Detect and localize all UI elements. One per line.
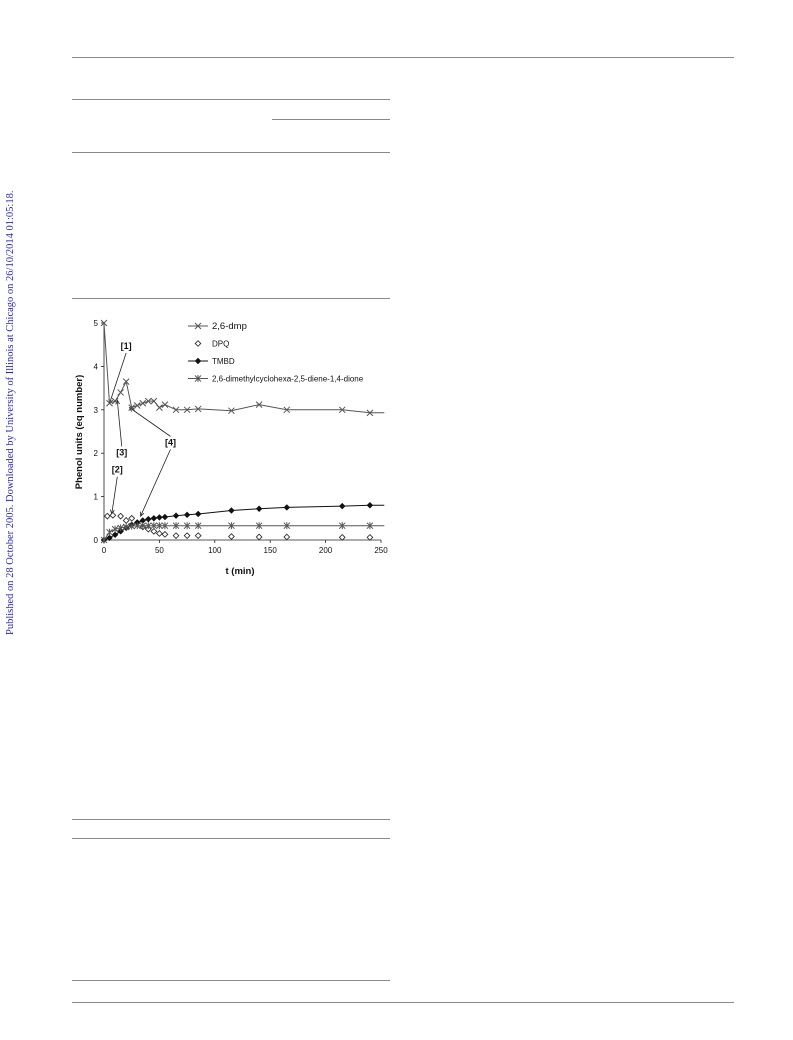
annotation	[109, 341, 132, 403]
data-point	[229, 508, 235, 514]
data-point	[156, 405, 162, 411]
data-point	[195, 533, 201, 539]
annotation-arrow	[141, 449, 171, 516]
annotation	[110, 465, 122, 514]
data-point	[118, 389, 124, 395]
x-tick-label: 50	[154, 546, 164, 555]
data-point	[146, 516, 152, 522]
x-tick-label: 150	[263, 546, 277, 555]
annotation-label: [2]	[111, 464, 123, 475]
legend-label: DPQ	[212, 339, 230, 349]
data-point	[256, 534, 262, 540]
series-group	[101, 320, 384, 416]
series-group	[105, 512, 373, 540]
data-point	[195, 511, 201, 517]
x-tick-label: 0	[101, 546, 107, 555]
table-span-rule	[272, 119, 390, 120]
annotation-arrow	[129, 408, 170, 437]
legend-marker	[195, 358, 201, 364]
data-point	[129, 516, 135, 522]
legend-label: 2,6-dmp	[212, 321, 247, 332]
data-point	[284, 534, 290, 540]
download-watermark	[5, 185, 21, 635]
data-point	[151, 516, 157, 522]
x-axis-label: t (min)	[225, 566, 255, 577]
page-top-rule	[72, 57, 734, 58]
table-top-rule	[72, 99, 390, 100]
legend-item	[188, 357, 235, 366]
data-point	[284, 505, 290, 511]
legend-marker	[195, 341, 201, 347]
lower-table-top-rule	[72, 819, 390, 820]
data-point	[162, 402, 168, 408]
data-point	[339, 535, 345, 541]
legend-item	[188, 321, 247, 332]
x-tick-label: 250	[374, 546, 388, 555]
lower-table-header-rule	[72, 838, 390, 839]
phenol-units-chart	[60, 305, 400, 590]
data-point	[339, 503, 345, 509]
data-point	[157, 531, 163, 537]
lower-table-bottom-rule	[72, 980, 390, 981]
data-point	[151, 529, 157, 535]
data-point	[112, 532, 118, 538]
page-bottom-rule	[72, 1002, 734, 1003]
data-point	[123, 518, 129, 524]
y-tick-label: 3	[93, 405, 98, 415]
annotation-label: [1]	[120, 341, 132, 352]
y-tick-label: 1	[93, 492, 98, 502]
data-point	[173, 513, 179, 519]
data-point	[367, 535, 373, 541]
y-tick-label: 2	[93, 449, 98, 459]
table-header-rule	[72, 152, 390, 153]
y-tick-label: 0	[93, 536, 98, 545]
annotation-label: [3]	[116, 447, 128, 458]
chart-annotations	[109, 341, 176, 516]
annotation	[129, 408, 175, 517]
data-point	[140, 400, 146, 406]
legend-label: 2,6-dimethylcyclohexa-2,5-diene-1,4-dione	[212, 374, 364, 384]
data-point	[105, 513, 111, 519]
data-point	[256, 506, 262, 512]
y-tick-label: 4	[93, 362, 98, 372]
y-tick-label: 5	[93, 319, 98, 328]
data-point	[184, 512, 190, 518]
chart-axes	[94, 319, 389, 555]
annotation	[116, 400, 127, 457]
legend-label: TMBD	[212, 357, 235, 366]
data-point	[229, 534, 235, 540]
x-tick-label: 100	[208, 546, 222, 555]
legend-item	[188, 375, 364, 384]
data-point	[107, 529, 113, 536]
chart-legend	[188, 321, 364, 384]
data-point	[367, 502, 373, 508]
data-point	[118, 513, 124, 519]
data-point	[162, 514, 168, 520]
download-watermark-text: Published on 28 October 2005. Downloaded by University of Illinois at Chicago on 26/10/2014 01:05:18.	[5, 190, 16, 635]
data-point	[110, 512, 116, 518]
y-axis-label: Phenol units (eq number)	[74, 374, 85, 490]
data-point	[157, 515, 163, 521]
table-bottom-rule	[72, 298, 390, 299]
x-tick-label: 200	[318, 546, 333, 555]
annotation-arrow	[110, 353, 127, 403]
data-point	[173, 533, 179, 539]
annotation-arrow	[117, 400, 121, 446]
data-point	[162, 532, 168, 538]
annotation-label: [4]	[164, 437, 176, 448]
data-point	[184, 533, 190, 539]
legend-item	[195, 340, 229, 349]
annotation-arrow	[112, 477, 118, 514]
data-point	[134, 402, 140, 408]
